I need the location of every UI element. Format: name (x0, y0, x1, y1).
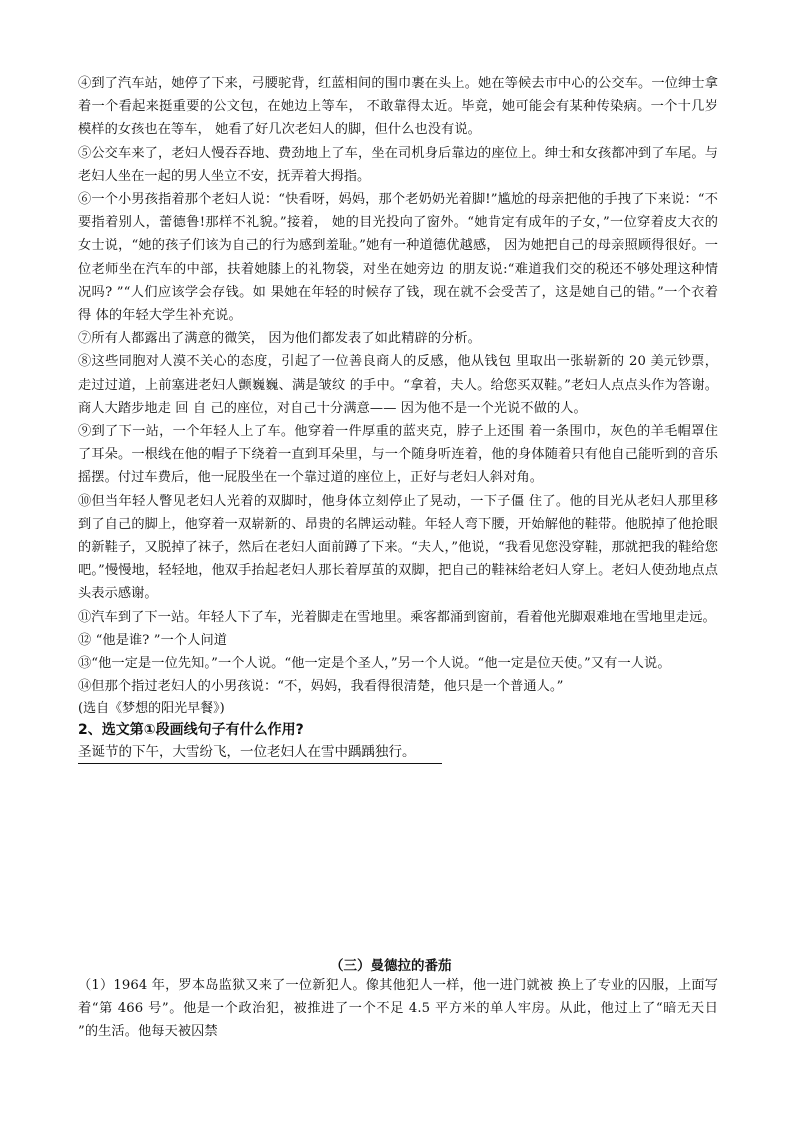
paragraph-14: ⑭但那个指过老妇人的小男孩说：“不，妈妈，我看得很清楚，他只是一个普通人。” (78, 679, 564, 695)
paragraph-9: ⑨到了下一站，一个年轻人上了车。他穿着一件厚重的蓝夹克，脖子上还围 着一条围巾，灰色的羊毛帽罩住了耳朵。一根线在他的帽子下绕着一直到耳朵里，与一个随身听连着，他的身体随着只有他自己能听到的音乐摇摆。付过车费后，他一屁股坐在一个靠过道的座位上，正好与老妇人斜对角。 (78, 424, 718, 486)
source-note: (选自《梦想的阳光早餐》) (78, 701, 225, 717)
section-paragraph-1: （1）1964 年，罗本岛监狱又来了一位新犯人。像其他犯人一样，他一进门就被 换上了专业的囚服，上面写着“第 466 号”。他是一个政治犯，被推进了一个不足 4.5 平方米的单人牢房。从此，他过上了“暗无天日 ”的生活。他每天被囚禁 (78, 978, 718, 1040)
paragraph-6: ⑥一个小男孩指着那个老妇人说：“快看呀，妈妈，那个老奶奶光着脚!”尴尬的母亲把他的手拽了下来说：“不要指着别人，蕾德鲁!那样不礼貌。”接着， 她的目光投向了窗外。“她肯定有成年的子女，”一位穿着皮大衣的女士说，“她的孩子们该为自己的行为感到羞耻。”她有一种道德优越感， 因为她把自己的母亲照顾得很好。一位老师坐在汽车的中部，扶着她膝上的礼物袋，对坐在她旁边 的朋友说:“难道我们交的税还不够处理这种情况吗? ”“人们应该学会存钱。如 果她在年轻的时候存了钱，现在就不会受苦了，这是她自己的错。”一个衣着得 体的年轻大学生补充说。 (78, 192, 718, 324)
section-body (78, 974, 718, 1044)
paragraph-11: ⑪汽车到了下一站。年轻人下了车，光着脚走在雪地里。乘客都涌到窗前，看着他光脚艰难地在雪地里走远。 (78, 609, 716, 625)
paragraph-13: ⑬“他一定是一位先知。”一个人说。“他一定是个圣人，”另一个人说。“他一定是位天使。”又有一人说。 (78, 656, 671, 672)
section-title: （三）曼德拉的番茄 (330, 958, 452, 974)
paragraph-4: ④到了汽车站，她停了下来，弓腰驼背，红蓝相间的围巾裹在头上。她在等候去市中心的公交车。一位绅士拿着一个看起来挺重要的公文包，在她边上等车， 不敢靠得太近。毕竟，她可能会有某种传染病。一个十几岁模样的女孩也在等车， 她看了好几次老妇人的脚，但什么也没有说。 (78, 76, 718, 138)
question-2: 2、选文第①段画线句子有什么作用? (78, 722, 304, 739)
answer-underlined: 圣诞节的下午，大雪纷飞，一位老妇人在雪中踽踽独行。 (78, 741, 442, 764)
paragraph-8: ⑧这些同胞对人漠不关心的态度，引起了一位善良商人的反感，他从钱包 里取出一张崭新的 20 美元钞票，走过过道，上前塞进老妇人颤巍巍、满是皱纹 的手中。“拿着，夫人。给您买双鞋。”老妇人点点头作为答谢。商人大踏步地走 回 自 己的座位，对自己十分满意—— 因为他不是一个光说不做的人。 (78, 354, 718, 416)
paragraph-5: ⑤公交车来了，老妇人慢吞吞地、费劲地上了车，坐在司机身后靠边的座位上。绅士和女孩都冲到了车尾。与老妇人坐在一起的男人坐立不安，抚弄着大拇指。 (78, 145, 718, 184)
paragraph-7: ⑦所有人都露出了满意的微笑， 因为他们都发表了如此精辟的分析。 (78, 331, 481, 347)
paragraph-10: ⑩但当年轻人瞥见老妇人光着的双脚时，他身体立刻停止了晃动，一下子僵 住了。他的目光从老妇人那里移到了自己的脚上，他穿着一双崭新的、昂贵的名牌运动鞋。年轻人弯下腰，开始解他的鞋带。他脱掉了他抢眼的新鞋子，又脱掉了袜子，然后在老妇人面前蹲了下来。“夫人，”他说，“我看见您没穿鞋，那就把我的鞋给您吧。”慢慢地，轻轻地，他双手抬起老妇人那长着厚茧的双脚，把自己的鞋袜给老妇人穿上。老妇人使劲地点点头表示感谢。 (78, 493, 718, 602)
article-body (78, 72, 718, 764)
paragraph-12: ⑫ “他是谁? ”一个人问道 (78, 632, 228, 648)
